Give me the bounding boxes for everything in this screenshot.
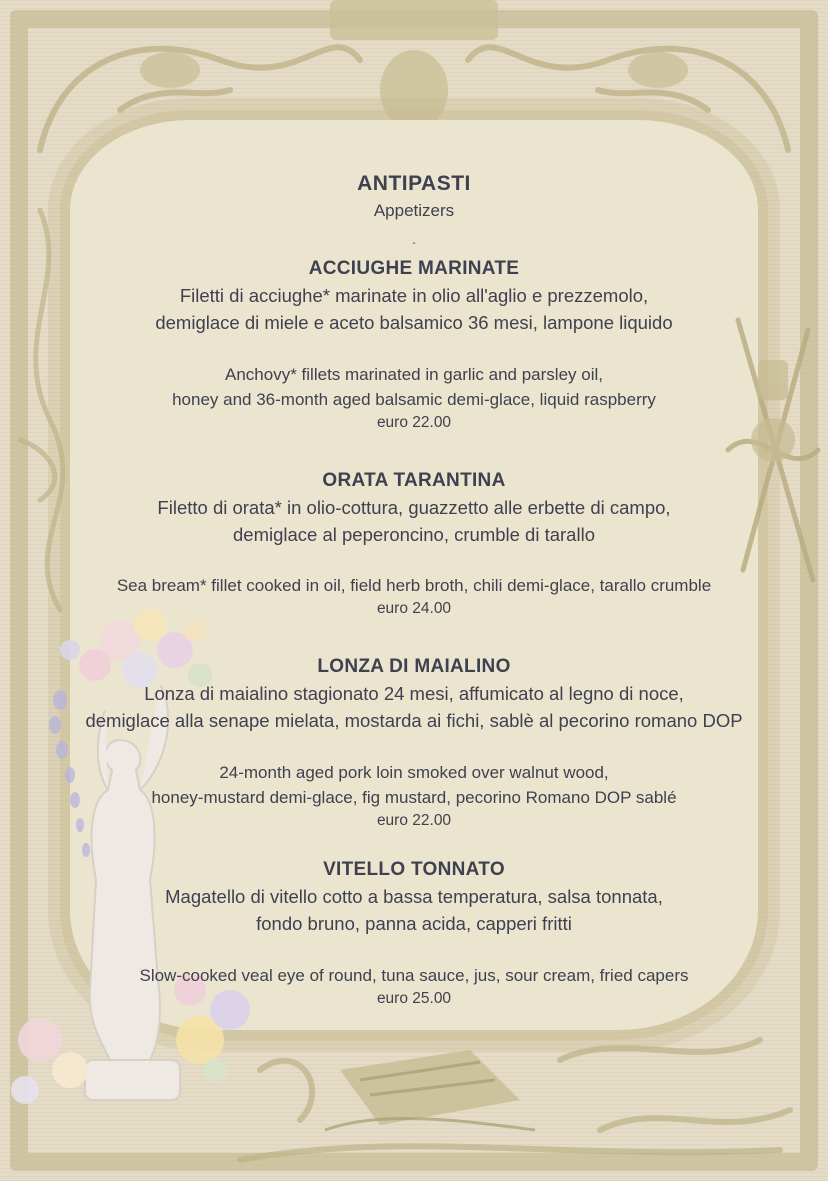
section-title: ANTIPASTI [357, 172, 471, 195]
dish-name: ORATA TARANTINA [322, 470, 506, 491]
dish-description-en: Slow-cooked veal eye of round, tuna sauce, jus, sour cream, fried capers [139, 966, 689, 985]
dish-description-en: Anchovy* fillets marinated in garlic and parsley oil, [225, 365, 603, 384]
dish-price: euro 25.00 [376, 990, 452, 1007]
dish-price: euro 24.00 [376, 600, 452, 617]
dish-description-it: demiglace di miele e aceto balsamico 36 mesi, lampone liquido [155, 312, 673, 333]
dish-name: VITELLO TONNATO [323, 859, 505, 880]
dish-name: ACCIUGHE MARINATE [308, 258, 520, 279]
section-subtitle: Appetizers [373, 201, 455, 220]
dish-description-it: Magatello di vitello cotto a bassa temperatura, salsa tonnata, [165, 886, 663, 907]
dish-description-it: demiglace alla senape mielata, mostarda ai fichi, sablè al pecorino romano DOP [85, 710, 743, 731]
dish-name: LONZA DI MAIALINO [317, 656, 511, 677]
section-divider: - [412, 238, 416, 249]
dish-description-en: honey and 36-month aged balsamic demi-glace, liquid raspberry [172, 390, 656, 409]
dish-description-en: 24-month aged pork loin smoked over walnut wood, [219, 763, 609, 782]
dish-description-it: Lonza di maialino stagionato 24 mesi, affumicato al legno di noce, [144, 683, 684, 704]
dish-description-it: demiglace al peperoncino, crumble di tarallo [233, 524, 595, 545]
dish-price: euro 22.00 [376, 812, 452, 829]
dish-description-en: Sea bream* fillet cooked in oil, field herb broth, chili demi-glace, tarallo crumble [116, 576, 712, 595]
dish-description-it: Filetti di acciughe* marinate in olio all'aglio e prezzemolo, [179, 285, 649, 306]
dish-price: euro 22.00 [376, 414, 452, 431]
dish-description-it: fondo bruno, panna acida, capperi fritti [256, 913, 572, 934]
dish-description-en: honey-mustard demi-glace, fig mustard, pecorino Romano DOP sablé [151, 788, 677, 807]
dish-description-it: Filetto di orata* in olio-cottura, guazzetto alle erbette di campo, [157, 497, 671, 518]
menu-content [70, 0, 758, 1181]
